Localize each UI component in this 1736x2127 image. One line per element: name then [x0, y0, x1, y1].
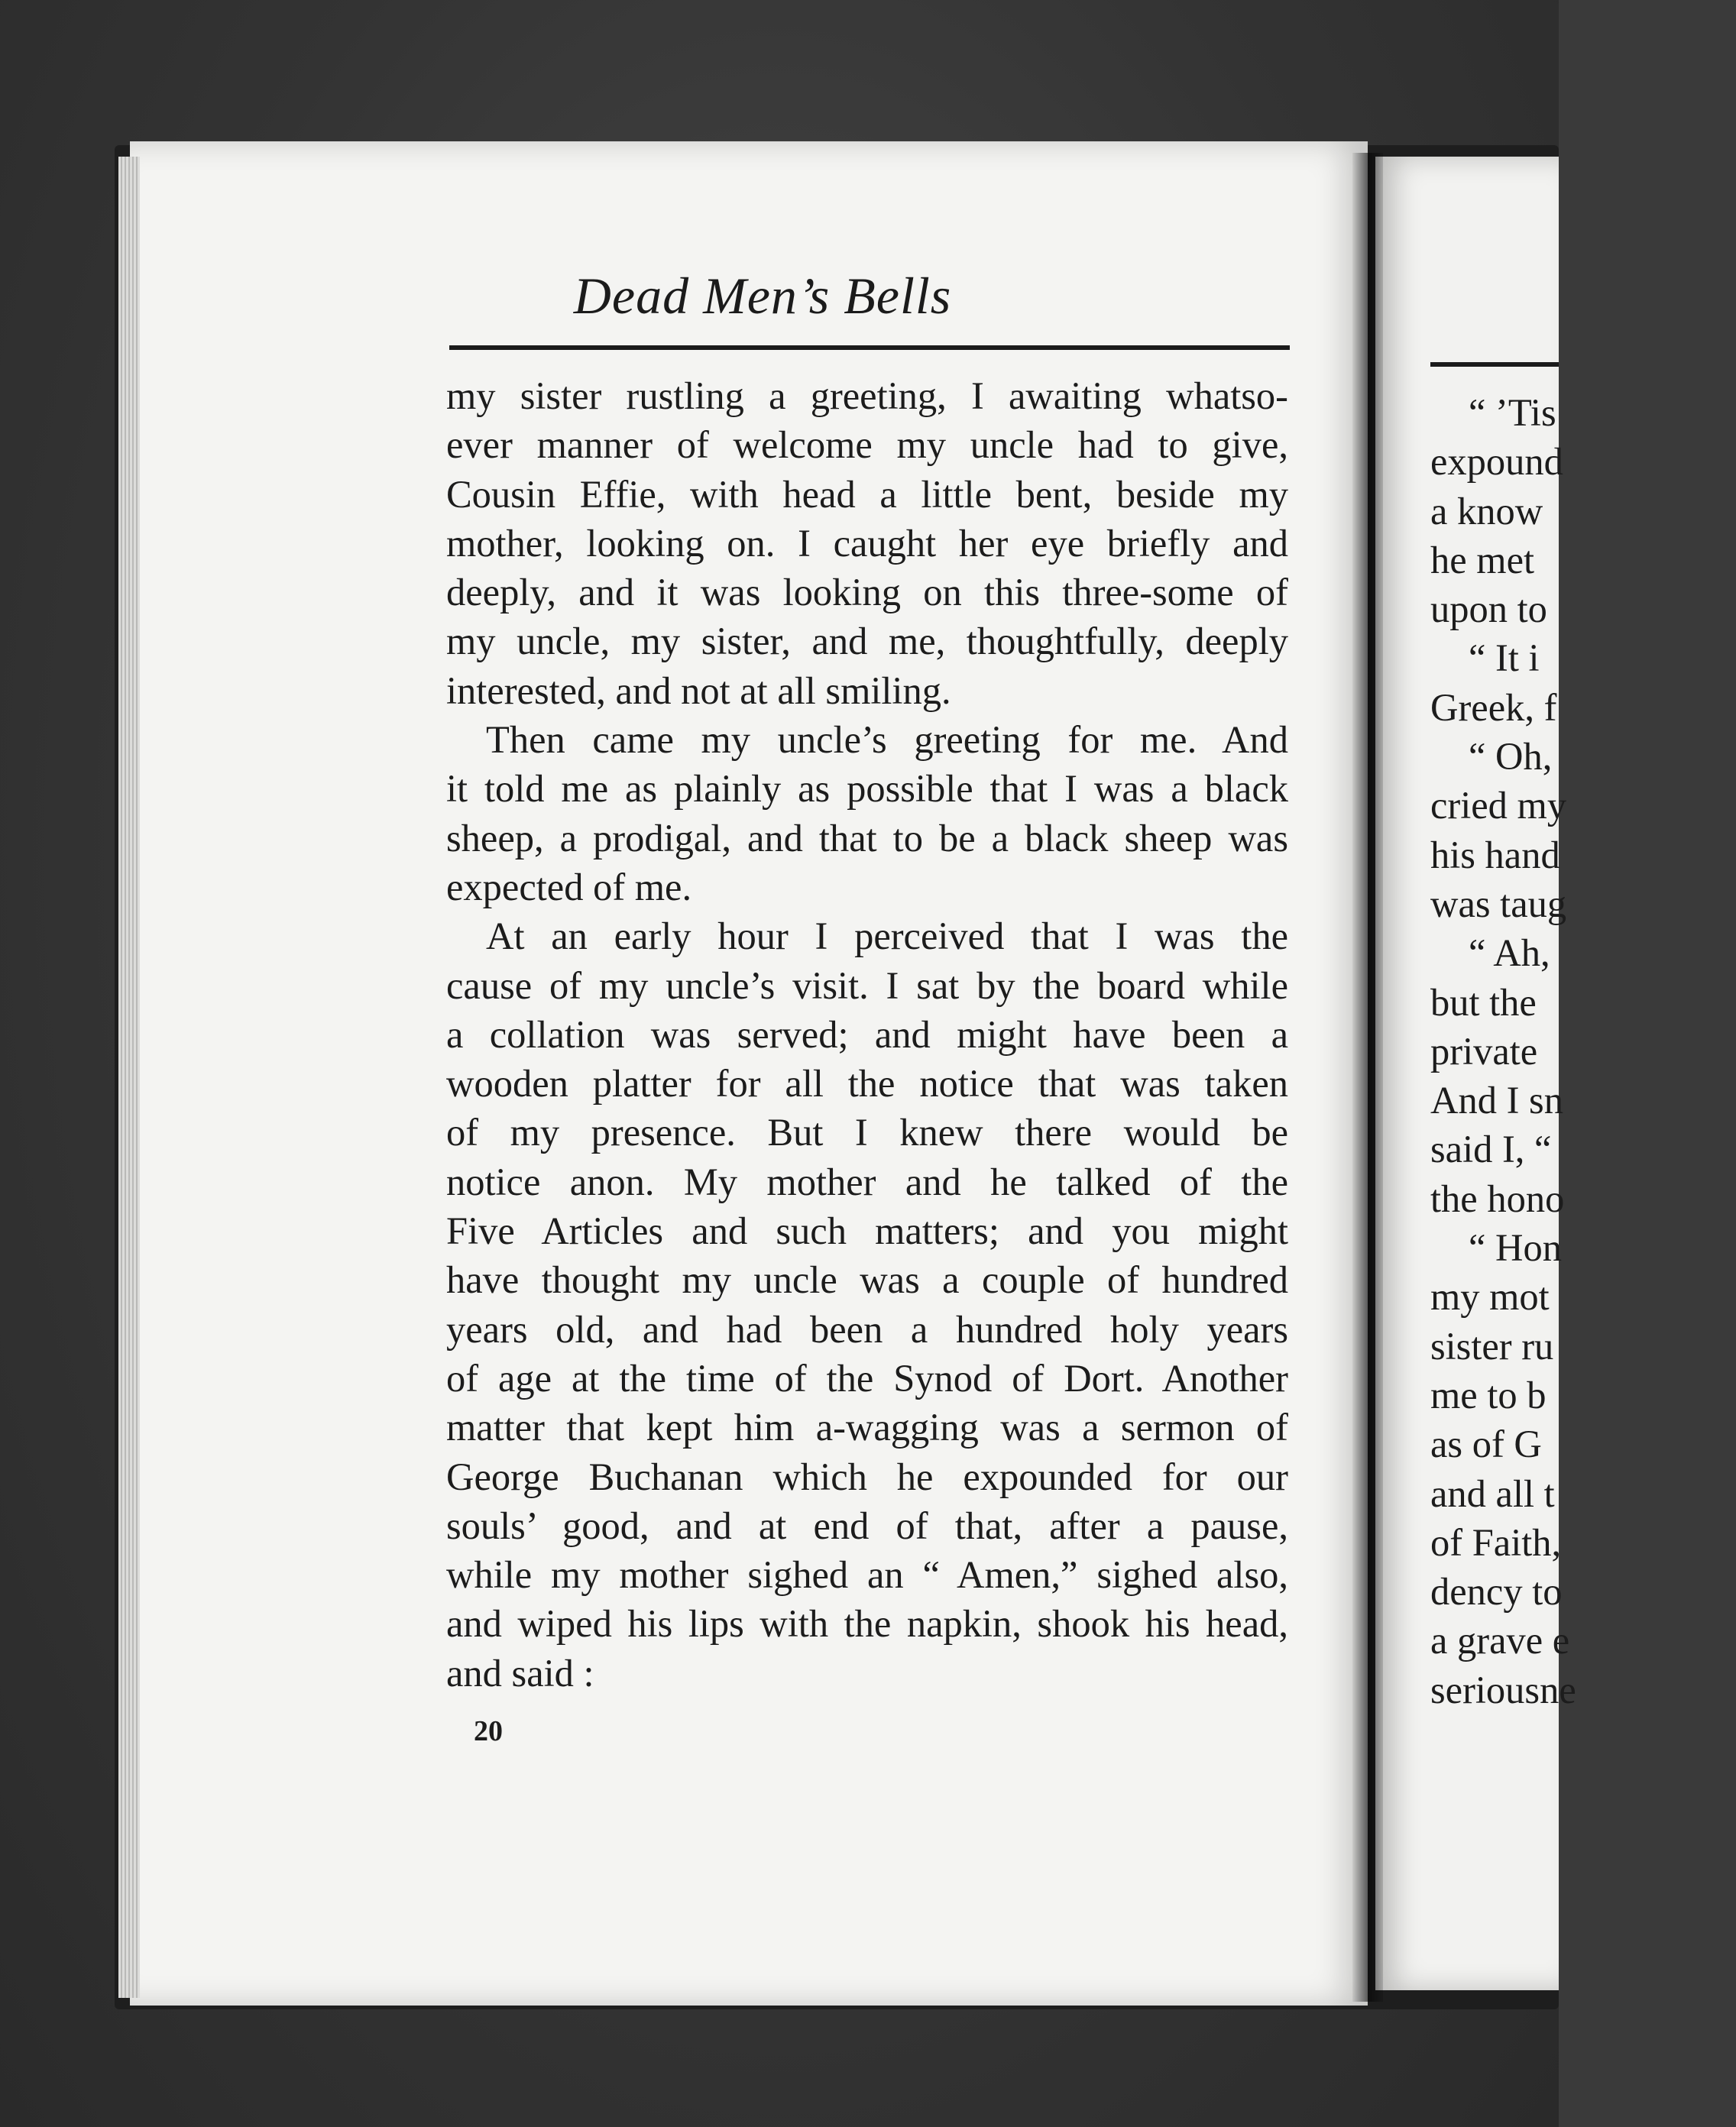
running-head: Dead Men’s Bells	[573, 267, 952, 325]
text-line: years old, and had been a hundred holy years	[446, 1307, 1288, 1351]
text-line: And I sn	[1430, 1079, 1563, 1122]
text-line: of age at the time of the Synod of Dort. Another	[446, 1356, 1288, 1400]
text-line: private	[1430, 1029, 1538, 1073]
text-line: a know	[1430, 489, 1543, 533]
text-line: notice anon. My mother and he talked of the	[446, 1160, 1288, 1203]
book-gutter	[1352, 153, 1383, 2002]
text-line: expound	[1430, 440, 1563, 484]
text-line: my uncle, my sister, and me, thoughtfully, deeply	[446, 620, 1288, 663]
text-line: and said :	[446, 1651, 594, 1695]
text-line: his hand	[1430, 833, 1560, 876]
right-page-header-rule	[1430, 362, 1559, 367]
text-line: Greek, f	[1430, 685, 1557, 729]
text-line: “ It i	[1469, 636, 1540, 680]
text-line: of my presence. But I knew there would be	[446, 1111, 1288, 1154]
text-line: Then came my uncle’s greeting for me. And	[486, 718, 1288, 762]
left-page-text	[446, 371, 1288, 1698]
text-line: of Faith,	[1430, 1520, 1562, 1564]
paragraph	[446, 911, 1288, 1698]
text-line: and wiped his lips with the napkin, shook his head,	[446, 1602, 1288, 1646]
text-line: he met	[1430, 538, 1535, 581]
text-line: souls’ good, and at end of that, after a pause,	[446, 1504, 1288, 1547]
text-line: but the	[1430, 980, 1537, 1024]
paragraph	[446, 715, 1288, 911]
text-line: At an early hour I perceived that I was the	[486, 915, 1288, 958]
text-line: “ Ah,	[1469, 931, 1550, 975]
text-line: ever manner of welcome my uncle had to give,	[446, 423, 1288, 467]
text-line: upon to	[1430, 588, 1547, 631]
text-line: matter that kept him a-wagging was a sermon of	[446, 1406, 1288, 1449]
text-line: have thought my uncle was a couple of hundred	[446, 1258, 1288, 1302]
paragraph	[446, 371, 1288, 715]
text-line: mother, looking on. I caught her eye briefly and	[446, 521, 1288, 565]
text-line: George Buchanan which he expounded for our	[446, 1455, 1288, 1498]
text-line: sister ru	[1430, 1324, 1554, 1368]
text-line: Cousin Effie, with head a little bent, beside my	[446, 472, 1288, 516]
text-line: my mot	[1430, 1275, 1550, 1319]
text-line: while my mother sighed an “ Amen,” sighed also,	[446, 1553, 1288, 1597]
text-line: me to b	[1430, 1373, 1547, 1416]
text-line: as of G	[1430, 1423, 1542, 1466]
text-line: expected of me.	[446, 865, 692, 908]
text-line: was taug	[1430, 882, 1567, 925]
text-line: my sister rustling a greeting, I awaiting whatso-	[446, 374, 1288, 417]
text-line: it told me as plainly as possible that I was a black	[446, 767, 1288, 811]
right-page-text	[1430, 388, 1736, 1714]
text-line: “ ’Tis	[1469, 391, 1556, 434]
text-line: “ Oh,	[1469, 735, 1553, 779]
page-edges	[118, 157, 140, 1998]
text-line: a collation was served; and might have been a	[446, 1012, 1288, 1056]
text-line: and all t	[1430, 1471, 1555, 1515]
text-line: deeply, and it was looking on this three-some of	[446, 571, 1288, 614]
text-line: Five Articles and such matters; and you might	[446, 1209, 1288, 1253]
text-line: “ Hon	[1469, 1226, 1563, 1270]
text-line: seriousne	[1430, 1668, 1576, 1711]
text-line: sheep, a prodigal, and that to be a black sheep was	[446, 816, 1288, 860]
text-line: wooden platter for all the notice that was taken	[446, 1062, 1288, 1106]
text-line: cried my	[1430, 784, 1567, 827]
text-line: a grave e	[1430, 1619, 1570, 1662]
text-line: dency to	[1430, 1570, 1563, 1614]
text-line: cause of my uncle’s visit. I sat by the board while	[446, 963, 1288, 1007]
text-line: the hono	[1430, 1177, 1565, 1220]
text-line: interested, and not at all smiling.	[446, 669, 951, 712]
header-rule	[449, 345, 1290, 350]
text-line: said I, “	[1430, 1128, 1552, 1171]
page-number: 20	[474, 1715, 503, 1747]
